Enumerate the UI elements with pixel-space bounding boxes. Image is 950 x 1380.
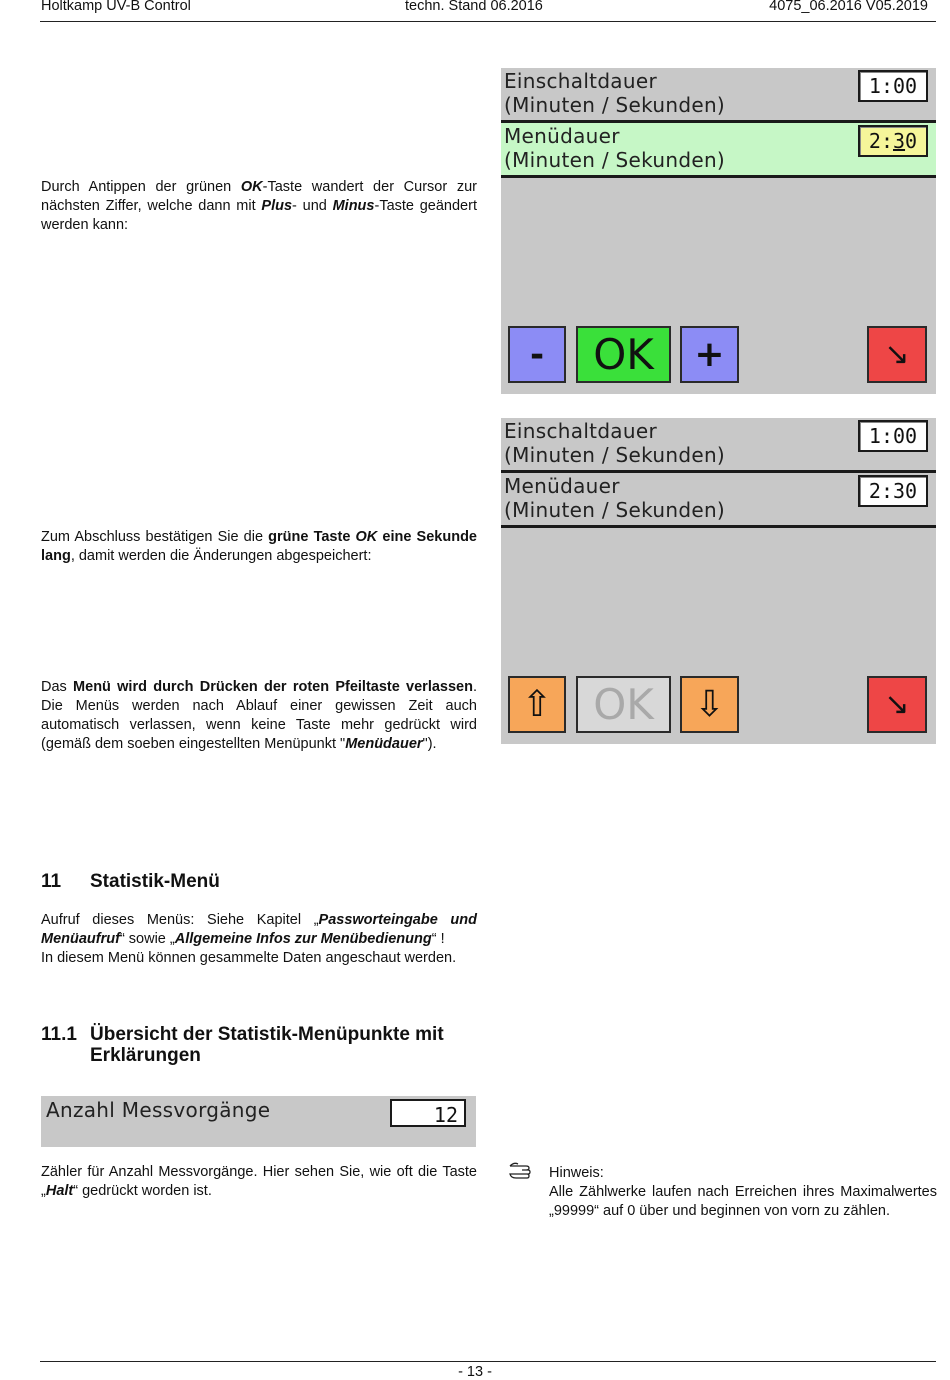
counter-screen [41,1096,476,1147]
header-center: techn. Stand 06.2016 [405,0,543,14]
minus-button[interactable]: - [508,326,566,383]
menu-row-einschaltdauer[interactable]: Einschaltdauer (Minuten / Sekunden) 1:00 [501,418,936,473]
value-field[interactable]: 1:00 [858,70,928,102]
hint-text: Alle Zählwerke laufen nach Erreichen ihres Maximalwertes „99999“ auf 0 über und beginnen von vorn zu zählen. [549,1184,937,1219]
plus-button[interactable]: + [680,326,739,383]
page-number: - 13 - [458,1364,492,1380]
subsection-number: 11.1 [41,1024,77,1045]
pointing-hand-icon [508,1160,538,1182]
down-arrow-button[interactable]: ⇩ [680,676,739,733]
paragraph-counter-explanation: Zähler für Anzahl Messvorgänge. Hier sehen Sie, wie oft die Taste „Halt“ gedrückt worden ist. [41,1164,477,1199]
value-field[interactable]: 1:00 [858,420,928,452]
header-divider [40,21,936,22]
footer-divider [40,1361,936,1362]
header-right: 4075_06.2016 V05.2019 [769,0,928,14]
device-screen-saved [501,418,936,744]
header-left: Holtkamp UV-B Control [41,0,191,14]
exit-arrow-button[interactable]: ↘ [867,326,927,383]
device-screen-edit [501,68,936,394]
subsection-title: Übersicht der Statistik-Menüpunkte mit Erklärungen [90,1024,444,1066]
paragraph-exit-menu: Das Menü wird durch Drücken der roten Pfeiltaste verlassen. Die Menüs werden nach Ablauf einer gewissen Zeit auch automatisch verlassen, wenn keine Taste mehr gedrückt wird (gemäß dem soeben eingestellten Menüpunkt "Menüdauer"). [41,679,477,752]
menu-row-einschaltdauer[interactable]: Einschaltdauer (Minuten / Sekunden) 1:00 [501,68,936,123]
value-field[interactable]: 2:30 [858,475,928,507]
counter-label: Anzahl Messvorgänge [46,1098,271,1122]
up-arrow-button[interactable]: ⇧ [508,676,566,733]
menu-row-menuedauer[interactable]: Menüdauer (Minuten / Sekunden) 2:30 [501,473,936,528]
cursor-digit: 3 [893,129,906,153]
ok-button-disabled[interactable]: OK [576,676,671,733]
counter-value[interactable]: 12 [390,1099,466,1127]
ok-button[interactable]: OK [576,326,671,383]
hint-title: Hinweis: [549,1165,604,1181]
paragraph-confirm: Zum Abschluss bestätigen Sie die grüne Taste OK eine Sekunde lang, damit werden die Änderungen abgespeichert: [41,529,477,564]
section-number: 11 [41,871,62,892]
section-title: Statistik-Menü [90,871,220,892]
paragraph-cursor-moves: Durch Antippen der grünen OK-Taste wandert der Cursor zur nächsten Ziffer, welche dann mit Plus- und Minus-Taste geändert werden kann: [41,179,478,233]
menu-row-menuedauer-selected[interactable]: Menüdauer (Minuten / Sekunden) 2:30 [501,123,936,178]
value-field-editing[interactable]: 2:30 [858,125,928,157]
paragraph-statistik-intro: Aufruf dieses Menüs: Siehe Kapitel „Passworteingabe und Menüaufruf“ sowie „Allgemeine Infos zur Menübedienung“ ! In diesem Menü können gesammelte Daten angeschaut werden. [41,912,477,966]
exit-arrow-button[interactable]: ↘ [867,676,927,733]
